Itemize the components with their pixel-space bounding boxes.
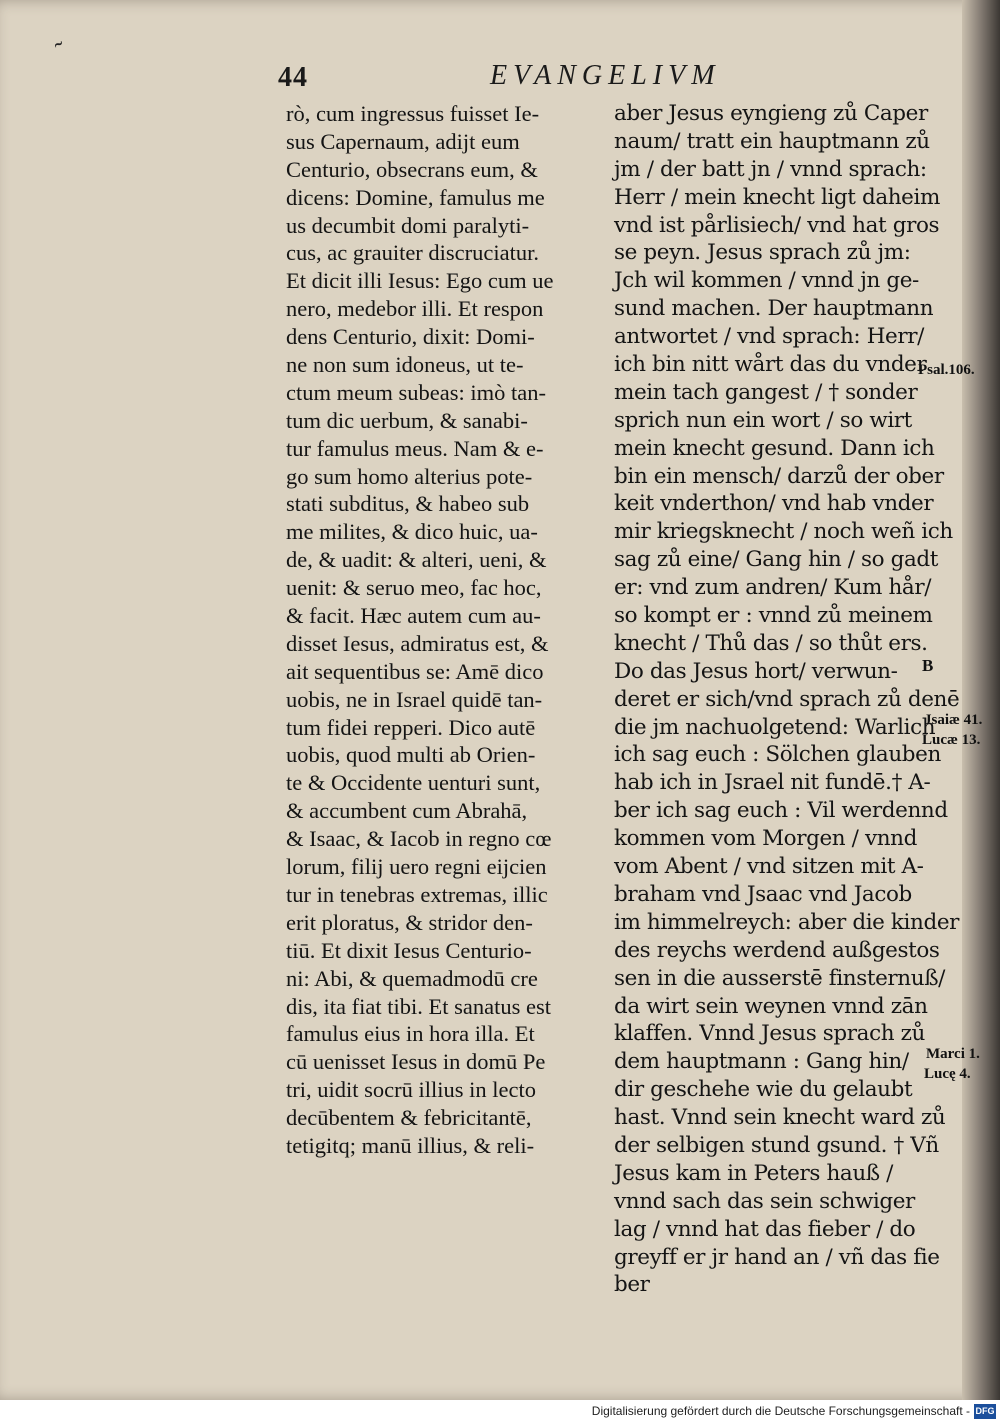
text-line: nero, medebor illi. Et respon bbox=[286, 296, 544, 322]
margin-note-psal: Psal.106. bbox=[918, 362, 975, 378]
latin-text-column bbox=[286, 100, 604, 1160]
text-line: & accumbent cum Abrahā, bbox=[286, 798, 528, 824]
text-line: deret er sich/vnd sprach zů denē bbox=[614, 686, 960, 712]
text-line: ber bbox=[614, 1272, 650, 1298]
text-line: uobis, ne in Israel quidē tan- bbox=[286, 686, 543, 712]
text-line: erit ploratus, & stridor den- bbox=[286, 909, 533, 935]
text-line: so kompt er : vnnd zů meinem bbox=[614, 603, 933, 629]
text-line: lag / vnnd hat das fieber / do bbox=[614, 1216, 916, 1242]
text-line: go sum homo alterius pote- bbox=[286, 463, 533, 489]
text-line: braham vnd Jsaac vnd Jacob bbox=[614, 881, 912, 907]
text-line: ich sag euch : Sölchen glauben bbox=[614, 742, 941, 768]
footer-credit: Digitalisierung gefördert durch die Deutsche Forschungsgemeinschaft - bbox=[591, 1404, 970, 1418]
text-line: tur in tenebras extremas, illic bbox=[286, 881, 548, 907]
text-line: uenit: & seruo meo, fac hoc, bbox=[286, 575, 542, 601]
text-line: ait sequentibus se: Amē dico bbox=[286, 658, 544, 684]
text-line: mein knecht gesund. Dann ich bbox=[614, 435, 935, 461]
text-line: ber ich sag euch : Vil werdennd bbox=[614, 798, 948, 824]
text-line: aber Jesus eyngieng zů Caper bbox=[614, 101, 928, 126]
dfg-logo-icon: DFG bbox=[974, 1404, 996, 1419]
text-line: Jch wil kommen / vnnd jn ge- bbox=[614, 268, 919, 294]
text-line: uobis, quod multi ab Orien- bbox=[286, 742, 536, 768]
text-line: im himmelreych: aber die kinder bbox=[614, 909, 960, 935]
text-line: der selbigen stund gsund. † Vñ bbox=[614, 1132, 939, 1158]
text-line: se peyn. Jesus sprach zů jm: bbox=[614, 240, 911, 266]
text-line: Centurio, obsecrans eum, & bbox=[286, 156, 538, 182]
text-line: & facit. Hæc autem cum au- bbox=[286, 603, 541, 629]
text-line: famulus eius in hora illa. Et bbox=[286, 1021, 535, 1047]
text-line: dens Centurio, dixit: Domi- bbox=[286, 324, 535, 350]
text-line: tri, uidit socrū illius in lecto bbox=[286, 1077, 536, 1103]
footer-bar bbox=[0, 1400, 1000, 1424]
text-line: dem hauptmann : Gang hin/ bbox=[614, 1049, 909, 1075]
text-line: die jm nachuolgetend: Warlich bbox=[614, 714, 936, 740]
text-line: kommen vom Morgen / vnnd bbox=[614, 826, 917, 852]
text-line: ni: Abi, & quemadmodū cre bbox=[286, 965, 538, 991]
text-line: Do das Jesus hort/ verwun- bbox=[614, 658, 898, 684]
text-line: vom Abent / vnd sitzen mit A- bbox=[614, 854, 924, 880]
text-line: des reychs werdend außgestos bbox=[614, 937, 940, 963]
text-line: stati subditus, & habeo sub bbox=[286, 491, 530, 517]
text-line: Herr / mein knecht ligt daheim bbox=[614, 184, 940, 210]
text-line: disset Iesus, admiratus est, & bbox=[286, 630, 549, 656]
text-line: dicens: Domine, famulus me bbox=[286, 184, 545, 210]
text-line: tum dic uerbum, & sanabi- bbox=[286, 407, 528, 433]
text-line: sus Capernaum, adijt eum bbox=[286, 128, 520, 154]
text-line: ctum meum subeas: imò tan- bbox=[286, 379, 546, 405]
text-line: hab ich in Jsrael nit fundē.† A- bbox=[614, 770, 931, 796]
text-line: sen in die ausserstē finsternuß/ bbox=[614, 965, 946, 991]
text-line: us decumbit domi paralyti- bbox=[286, 212, 530, 238]
text-line: tiū. Et dixit Iesus Centurio- bbox=[286, 937, 532, 963]
text-line: knecht / Thů das / so thůt ers. bbox=[614, 630, 928, 656]
text-line: da wirt sein weynen vnnd zān bbox=[614, 993, 928, 1019]
text-line: klaffen. Vnnd Jesus sprach zů bbox=[614, 1021, 925, 1047]
text-line: lorum, filij uero regni eijcien bbox=[286, 854, 547, 880]
text-line: tetigitq; manū illius, & reli- bbox=[286, 1132, 535, 1158]
margin-mark-icon: ˜ bbox=[51, 35, 74, 66]
running-head: EVANGELIVM bbox=[490, 60, 721, 91]
text-line: sund machen. Der hauptmann bbox=[614, 296, 934, 322]
text-line: cū uenisset Iesus in domū Pe bbox=[286, 1049, 546, 1075]
text-line: antwortet / vnd sprach: Herr/ bbox=[614, 324, 924, 350]
page-edge bbox=[962, 0, 1000, 1400]
text-line: me milites, & dico huic, ua- bbox=[286, 519, 538, 545]
text-line: & Isaac, & Iacob in regno cœ bbox=[286, 826, 552, 852]
text-line: rò, cum ingressus fuisset Ie- bbox=[286, 101, 540, 126]
text-line: decūbentem & febricitantē, bbox=[286, 1105, 532, 1131]
text-line: sag zů eine/ Gang hin / so gadt bbox=[614, 547, 939, 573]
margin-note-marci: Marci 1. bbox=[926, 1046, 980, 1062]
text-line: er: vnd zum andren/ Kum hår/ bbox=[614, 575, 932, 601]
margin-note-isaie: Jsaiæ 41. bbox=[924, 712, 983, 728]
text-line: mir kriegsknecht / noch weñ ich bbox=[614, 519, 953, 545]
text-line: mein tach gangest / † sonder bbox=[614, 379, 918, 405]
text-line: tur famulus meus. Nam & e- bbox=[286, 435, 544, 461]
text-line: ne non sum idoneus, ut te- bbox=[286, 352, 524, 378]
margin-note-luce13: Lucæ 13. bbox=[922, 732, 981, 748]
text-line: dis, ita fiat tibi. Et sanatus est bbox=[286, 993, 551, 1019]
text-line: sprich nun ein wort / so wirt bbox=[614, 407, 912, 433]
margin-note-luce4: Lucę 4. bbox=[924, 1066, 971, 1082]
text-line: Jesus kam in Peters hauß / bbox=[614, 1160, 893, 1186]
text-line: tum fidei repperi. Dico autē bbox=[286, 714, 536, 740]
text-line: vnd ist pårlisiech/ vnd hat gros bbox=[614, 212, 940, 238]
text-line: cus, ac grauiter discruciatur. bbox=[286, 240, 540, 266]
text-line: vnnd sach das sein schwiger bbox=[614, 1188, 915, 1214]
text-line: greyff er jr hand an / vñ das fie bbox=[614, 1244, 940, 1270]
text-line: de, & uadit: & alteri, ueni, & bbox=[286, 547, 547, 573]
text-line: bin ein mensch/ darzů der ober bbox=[614, 463, 944, 489]
text-line: dir geschehe wie du gelaubt bbox=[614, 1077, 913, 1103]
text-line: te & Occidente uenturi sunt, bbox=[286, 770, 541, 796]
text-line: Et dicit illi Iesus: Ego cum ue bbox=[286, 268, 554, 294]
text-line: hast. Vnnd sein knecht ward zů bbox=[614, 1105, 946, 1131]
text-line: keit vnderthon/ vnd hab vnder bbox=[614, 491, 934, 517]
text-line: ich bin nitt wårt das du vnder bbox=[614, 352, 927, 378]
text-line: jm / der batt jn / vnnd sprach: bbox=[614, 156, 927, 182]
margin-note-section-b: B bbox=[922, 656, 934, 675]
text-line: naum/ tratt ein hauptmann zů bbox=[614, 128, 930, 154]
page-number: 44 bbox=[278, 62, 308, 93]
